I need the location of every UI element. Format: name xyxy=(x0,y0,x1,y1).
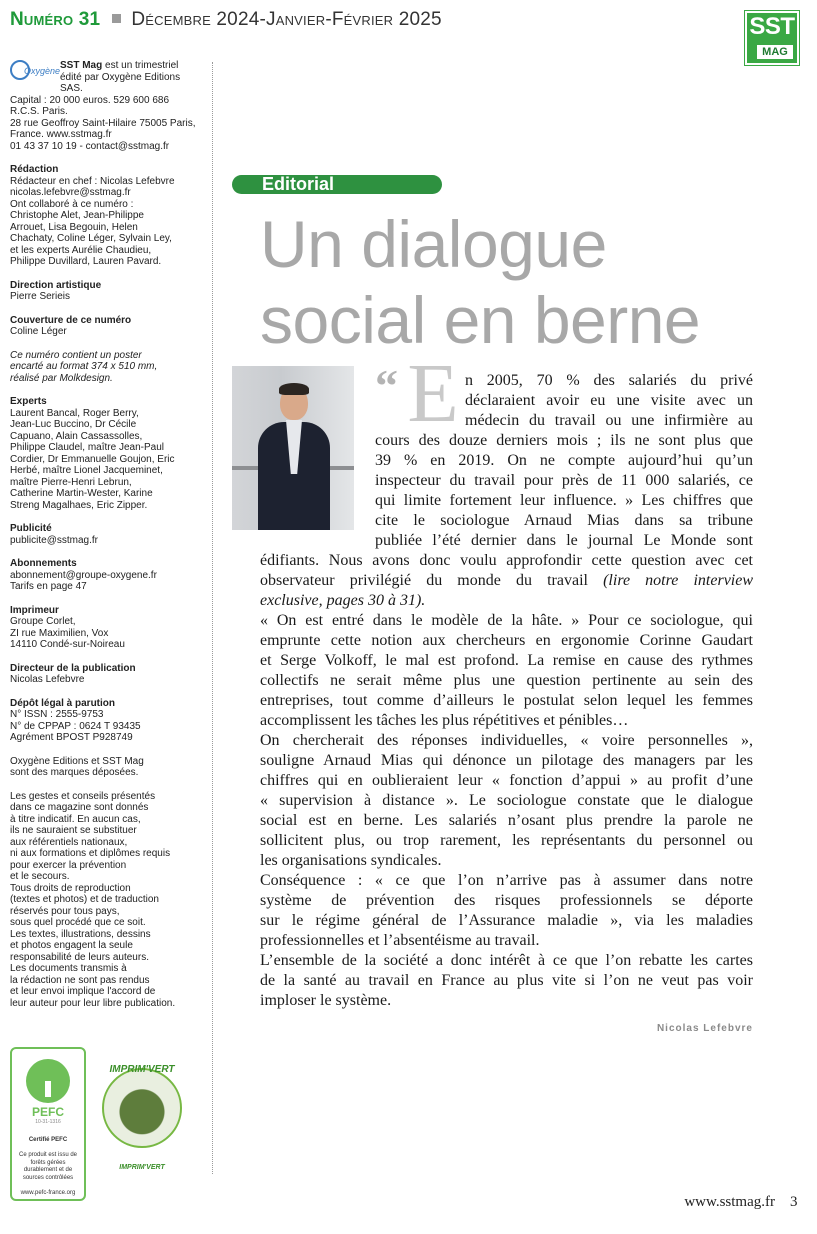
pefc-certified: Certifié PEFC xyxy=(28,1136,68,1143)
body-line: « supervision à distance ». Le sociologue constate que le dialogue xyxy=(260,792,753,809)
imprim-vert-label: IMPRIM'VERT xyxy=(119,1164,165,1171)
opening-quote-mark: “ xyxy=(375,360,398,411)
logo-text: SST xyxy=(749,13,795,40)
disclaimer-text: Les gestes et conseils présentés dans ce magazine sont donnés à titre indicatif. En aucun cas, ils ne sauraient se substituer aux référentiels nationaux, ni aux formations et diplômes requis pour exercer la prévention et le secours. Tous droits de reproduction (textes et photos) et de traduction réservés pour tous pays, sous quel procédé que ce soit. Les textes, illustrations, dessins et photos engagent la seule responsabilité de leurs auteurs. Les documents transmis à la rédaction ne sont pas rendus et leur envoi implique l'accord de leur auteur pour leur libre publication. xyxy=(10,790,176,1009)
poster-note: Ce numéro contient un poster encarté au format 374 x 510 mm, réalisé par Molkdesign. xyxy=(10,349,158,384)
director-block xyxy=(10,663,200,686)
body-line: sur le régime général de l’Assurance maladie », via les maladies xyxy=(260,912,753,929)
body-line: exclusive, pages 30 à 31). xyxy=(260,592,426,609)
cover-title: Couverture de ce numéro xyxy=(10,314,132,326)
body-line: emprunte cette notion aux chercheurs en ergonomie Corinne Gaudart xyxy=(260,632,753,649)
pefc-tree-icon xyxy=(26,1059,70,1103)
body-line: chiffres qui en oublieraient leur « fonction d’appui » au profit d’une xyxy=(260,772,753,789)
body-line: système de prévention des risques professionnels se déporte xyxy=(260,892,753,909)
body-line: inspecteur du travail pour près de 11 000 salariés, ce xyxy=(375,472,753,489)
author-signature: Nicolas Lefebvre xyxy=(656,1023,753,1034)
experts-title: Experts xyxy=(10,396,47,407)
intro-brand: SST Mag xyxy=(60,60,103,71)
oxygene-logo xyxy=(10,60,61,84)
logo-subtext: MAG xyxy=(757,45,793,59)
body-line: et Serge Volkoff, le mal est profond. La remise en cause des rythmes xyxy=(260,652,753,669)
experts-block xyxy=(10,396,200,511)
body-line: Conséquence : « ce que l’on n’arrive pas à assumer dans notre xyxy=(260,872,753,889)
body-line: édifiants. Nous avons donc voulu approfondir cette question avec cet xyxy=(260,552,753,569)
body-line: qui limite fortement leur influence. » Les chiffres que xyxy=(375,492,753,509)
body-line: cite le sociologue Arnaud Mias dans sa tribune xyxy=(375,512,753,529)
body-line: L’ensemble de la société a donc intérêt à ce que l’on rebatte les cartes xyxy=(260,952,753,969)
body-line: entreprises, tout comme d’ailleurs le postulat selon lequel les femmes xyxy=(260,692,753,709)
body-line: accomplissent les tâches les plus répétitives et pénibles… xyxy=(260,712,629,729)
redaction-text: Rédacteur en chef : Nicolas Lefebvre nicolas.lefebvre@sstmag.fr Ont collaboré à ce numéro : Christophe Alet, Jean-Philippe Arrouet, Lisa Begouin, Helen Chachaty, Coline Léger, Sylvain Ley, et les experts Aurélie Chaudieu, Philippe Duvillard, Lauren Pavard. xyxy=(10,175,175,267)
director-title: Directeur de la publication xyxy=(10,662,136,674)
intro-text: est un trimestriel édité par Oxygène Editions SAS. Capital : 20 000 euros. 529 600 686 R.C.S. Paris. 28 rue Geoffroy Saint-Hilaire 75005 Paris, France. www.sstmag.fr 01 43 37 10 19 - contact@sstmag.fr xyxy=(10,60,196,152)
column-divider xyxy=(212,62,213,1174)
footer-url: www.sstmag.fr xyxy=(684,1194,775,1210)
pefc-url: www.pefc-france.org xyxy=(20,1190,76,1196)
issue-number: Numéro 31 xyxy=(10,9,101,30)
photo-hair xyxy=(279,383,309,395)
imprim-vert-badge xyxy=(100,1064,184,1176)
body-line: n 2005, 70 % des salariés du privé xyxy=(465,372,753,389)
subscriptions-title: Abonnements xyxy=(10,558,77,569)
imprim-vert-icon xyxy=(102,1064,182,1148)
art-direction-title: Direction artistique xyxy=(10,279,102,291)
headline-line-2: social en berne xyxy=(260,283,701,357)
pefc-badge xyxy=(10,1047,86,1201)
body-line: les organisations syndicales. xyxy=(260,852,442,869)
cover-block xyxy=(10,315,200,338)
separator-square xyxy=(112,14,121,23)
pefc-registration: 10-31-1316 xyxy=(35,1119,61,1125)
author-photo xyxy=(232,366,354,530)
pefc-brand: PEFC xyxy=(31,1105,64,1119)
advertising-block xyxy=(10,523,200,546)
publisher-intro xyxy=(10,60,200,152)
issue-header xyxy=(10,8,442,32)
section-label: Editorial xyxy=(232,175,442,194)
body-line: cours des douze derniers mois ; ils ne sont plus que xyxy=(375,432,753,449)
printer-block xyxy=(10,605,200,651)
body-line: On chercherait des réponses individuelles, « voire personnelles », xyxy=(260,732,753,749)
interview-reference: (lire notre interview xyxy=(603,572,754,589)
body-line: publiée l’été dernier dans le journal Le Monde sont xyxy=(375,532,753,549)
headline-line-1: Un dialogue xyxy=(260,207,607,281)
printer-title: Imprimeur xyxy=(10,604,59,616)
cover-text: Coline Léger xyxy=(10,326,67,337)
body-line: professionnelles et l’absentéisme au travail. xyxy=(260,932,540,949)
art-direction-text: Pierre Serieis xyxy=(10,291,71,302)
subscriptions-block xyxy=(10,558,200,593)
redaction-title: Rédaction xyxy=(10,164,59,175)
legal-title: Dépôt légal à parution xyxy=(10,697,116,709)
advertising-title: Publicité xyxy=(10,523,52,534)
body-line: social est en berne. Les salariés n’osant plus prendre la parole ne xyxy=(260,812,753,829)
headline xyxy=(260,206,780,358)
body-line-text: observateur privilégié du monde du travail xyxy=(260,572,604,589)
printer-text: Groupe Corlet, ZI rue Maximilien, Vox 14110 Condé-sur-Noireau xyxy=(10,616,125,650)
experts-text: Laurent Bancal, Roger Berry, Jean-Luc Buccino, Dr Cécile Capuano, Alain Cassassolles, Philippe Claudel, maître Jean-Paul Cordier, Dr Emmanuelle Goujon, Eric Herbé, maître Lionel Jacqueminet, maître Pierre-Henri Lebrun, Catherine Martin-Wester, Karine Streng Magalhaes, Eric Zipper. xyxy=(10,407,175,511)
sst-mag-logo xyxy=(745,11,799,65)
body-line: 39 % en 2019. On ne compte aujourd’hui qu’un xyxy=(375,452,753,469)
legal-text: N° ISSN : 2555-9753 N° de CPPAP : 0624 T 93435 Agrément BPOST P928749 xyxy=(10,709,141,743)
pefc-description: Ce produit est issu de forêts gérées durablement et de sources contrôlées xyxy=(18,1152,78,1181)
subscriptions-text: abonnement@groupe-oxygene.fr Tarifs en page 47 xyxy=(10,569,157,592)
director-text: Nicolas Lefebvre xyxy=(10,674,85,685)
body-line: « On est entré dans le modèle de la hâte. » Pour ce sociologue, qui xyxy=(260,612,753,629)
body-line: de la santé au travail en France au plus vite si l’on ne veut pas voir xyxy=(260,972,753,989)
masthead-column xyxy=(10,60,200,1021)
body-line: médecin du travail ou une infirmière au xyxy=(465,412,753,429)
body-line: imploser le système. xyxy=(260,992,392,1009)
art-direction-block xyxy=(10,280,200,303)
body-line: sollicitent plus, ou trop rarement, les représentants du personnel ou xyxy=(260,832,753,849)
body-line: souligne Arnaud Mias qui dénonce un pilotage des managers par les xyxy=(260,752,753,769)
redaction-block xyxy=(10,164,200,268)
page-number: 3 xyxy=(790,1194,798,1210)
oxygene-logo-text: Oxygène xyxy=(24,66,61,76)
body-line: collectifs ne serait même plus une question pertinente au sein des xyxy=(260,672,753,689)
legal-block xyxy=(10,698,200,744)
issue-date: Décembre 2024-Janvier-Février 2025 xyxy=(131,9,442,30)
trademark-note: Oxygène Editions et SST Mag sont des marques déposées. xyxy=(10,755,144,778)
imprim-vert-title: IMPRIM'VERT xyxy=(109,1064,175,1075)
advertising-email: publicite@sstmag.fr xyxy=(10,534,98,546)
drop-cap: E xyxy=(407,347,459,440)
body-line: déclaraient avoir eu une visite avec un xyxy=(465,392,753,409)
body-line-with-italic xyxy=(260,571,753,591)
